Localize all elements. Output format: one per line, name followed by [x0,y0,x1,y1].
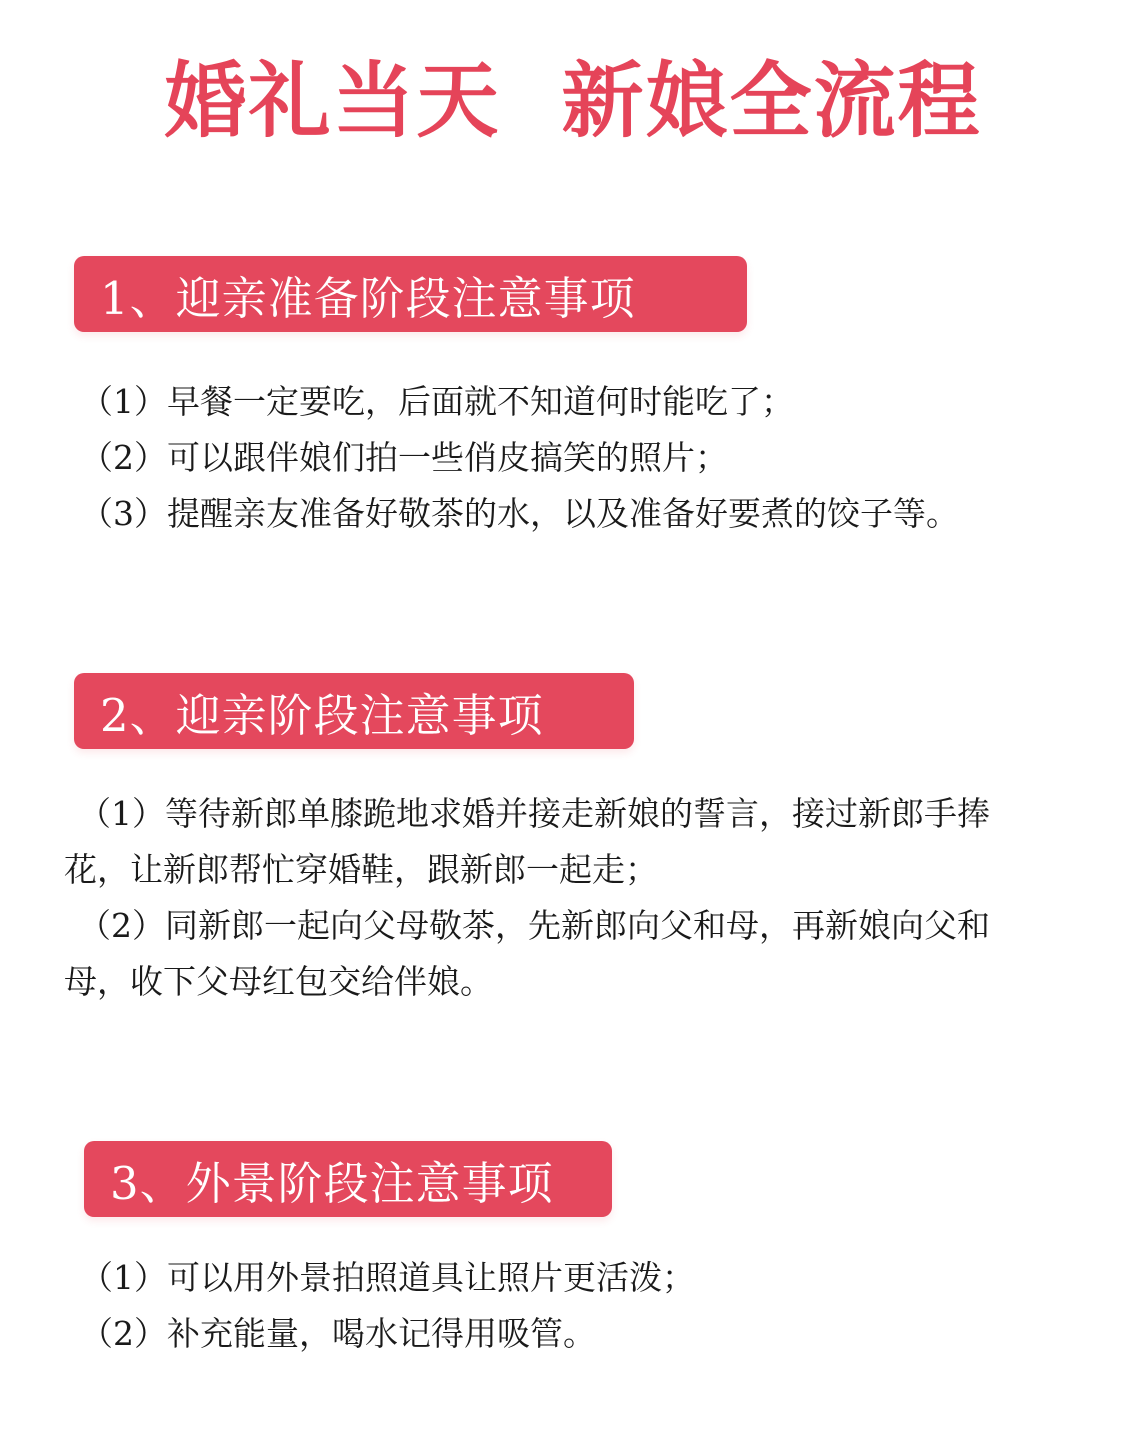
section-heading-1-label: 1、迎亲准备阶段注意事项 [100,271,636,325]
list-item: （2）补充能量，喝水记得用吸管。 [80,1314,596,1353]
list-item: （2）同新郎一起向父母敬茶，先新郎向父和母，再新娘向父和母，收下父母红包交给伴娘。 [64,906,990,1001]
list-item: （1）早餐一定要吃，后面就不知道何时能吃了； [80,382,794,421]
section-heading-2 [74,673,634,749]
section-heading-1 [74,256,747,332]
list-item: （1）等待新郎单膝跪地求婚并接走新娘的誓言，接过新郎手捧花，让新郎帮忙穿婚鞋，跟新郎一起走； [64,794,990,889]
section-heading-2-label: 2、迎亲阶段注意事项 [100,688,544,742]
list-item: （2）可以跟伴娘们拍一些俏皮搞笑的照片； [80,438,728,477]
section-heading-3 [84,1141,612,1217]
page-title: 婚礼当天 新娘全流程 [164,54,982,149]
section-heading-3-label: 3、外景阶段注意事项 [110,1156,554,1210]
list-item: （1）可以用外景拍照道具让照片更活泼； [80,1258,695,1297]
list-item: （3）提醒亲友准备好敬茶的水，以及准备好要煮的饺子等。 [80,494,959,533]
